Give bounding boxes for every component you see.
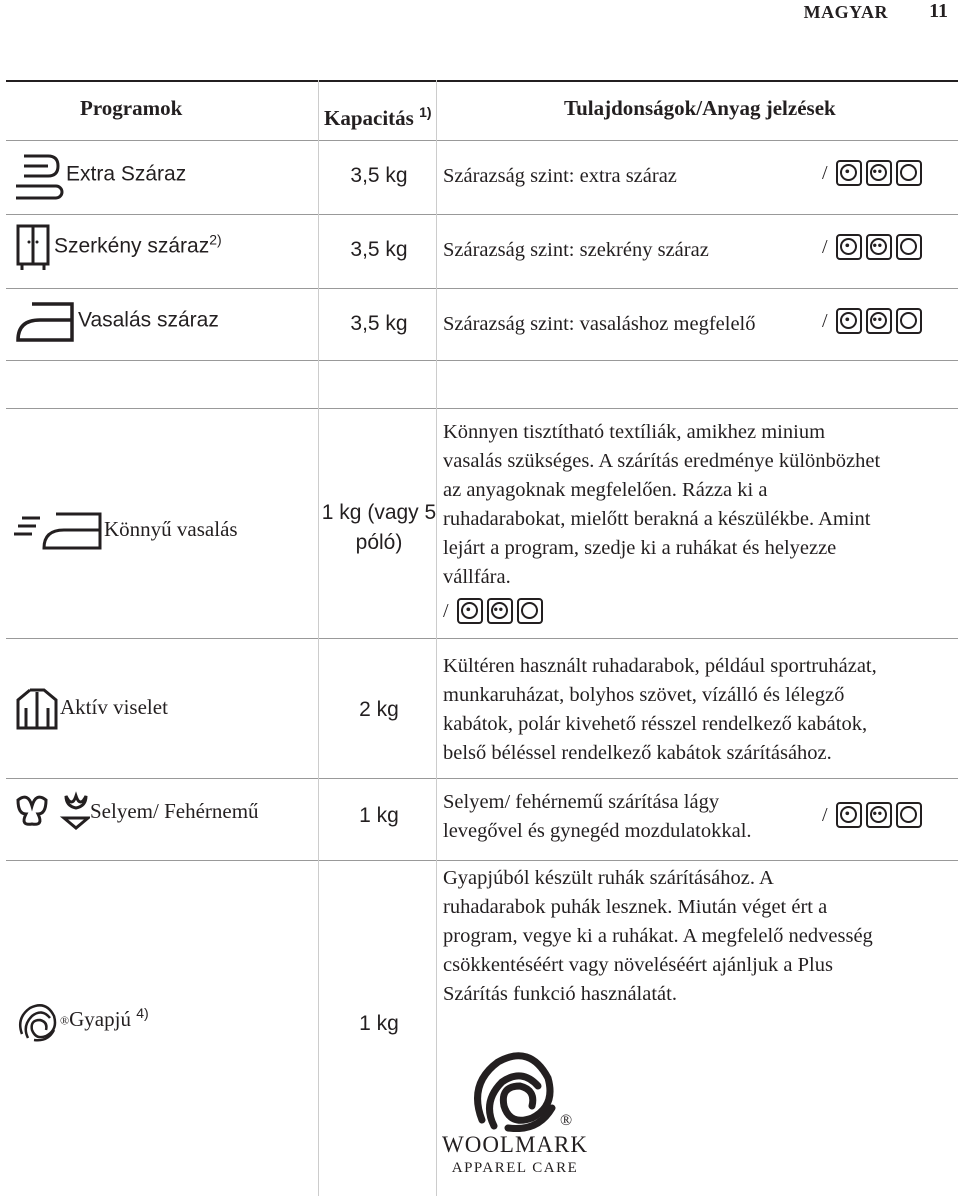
woolmark-title: WOOLMARK: [442, 1132, 588, 1157]
row-rule: [6, 408, 958, 409]
program-wool: ®Gyapjú $^{4)}$: [14, 998, 149, 1044]
dry-two-dots-icon: [866, 308, 892, 334]
program-active-wear: Aktív viselet: [14, 686, 168, 732]
program-iron-dry: Vasalás száraz: [14, 298, 219, 344]
row-rule: [6, 360, 958, 361]
dryness-symbols: /: [443, 598, 543, 624]
properties-silk: Selyem/ fehérnemű szárítása lágy levegővel és gynegéd mozdulatokkal.: [443, 791, 752, 842]
woolmark-icon: [464, 1040, 574, 1132]
program-extra-dry: Extra Száraz: [14, 150, 186, 200]
iron-icon: [14, 298, 78, 344]
dry-two-dots-icon: [487, 598, 513, 624]
dry-empty-icon: [896, 160, 922, 186]
properties-easy-iron: Könnyen tisztítható textíliák, amikhez minium vasalás szükséges. A szárítás eredménye különbözhet az anyagoknak megfelelően. Rázza ki a ruhadarabokat, mielőtt berakná a készülékbe. Amint lejárt a program, szedje ki a ruhákat és helyezze vállfára.: [443, 421, 881, 588]
dry-one-dot-icon: [836, 802, 862, 828]
capacity-iron-dry: 3,5 kg: [350, 312, 408, 335]
dryness-symbols: /: [822, 160, 922, 186]
cupboard-icon: [14, 222, 54, 272]
capacity-silk: 1 kg: [359, 804, 399, 827]
row-rule: [6, 288, 958, 289]
dry-empty-icon: [517, 598, 543, 624]
easy-iron-icon: [14, 508, 104, 554]
dryness-symbols: /: [822, 234, 922, 260]
dry-two-dots-icon: [866, 802, 892, 828]
header-capacity: Kapacitás $^{1)}$: [324, 104, 432, 130]
properties-cupboard-dry: Szárazság szint: szekrény száraz: [443, 239, 709, 261]
dry-empty-icon: [896, 802, 922, 828]
dryness-symbols: /: [822, 802, 922, 828]
table-top-rule: [6, 80, 958, 82]
dry-one-dot-icon: [836, 308, 862, 334]
dry-empty-icon: [896, 234, 922, 260]
extra-dry-icon: [14, 150, 66, 200]
woolmark-logo: [440, 1040, 590, 1190]
wool-icon: [14, 998, 60, 1044]
row-rule: [6, 638, 958, 639]
dry-one-dot-icon: [836, 160, 862, 186]
capacity-extra-dry: 3,5 kg: [350, 164, 408, 187]
dry-two-dots-icon: [866, 234, 892, 260]
properties-iron-dry: Szárazság szint: vasaláshoz megfelelő: [443, 313, 756, 335]
column-divider: [318, 80, 319, 1196]
program-easy-iron: Könnyű vasalás: [14, 508, 238, 554]
header-properties: Tulajdonságok/Anyag jelzések: [564, 96, 836, 120]
woolmark-subtitle: APPAREL CARE: [451, 1160, 579, 1176]
header-programs: Programok: [80, 96, 183, 120]
capacity-wool: 1 kg: [359, 1012, 399, 1035]
dry-two-dots-icon: [866, 160, 892, 186]
jacket-icon: [14, 686, 60, 732]
row-rule: [6, 778, 958, 779]
row-rule: [6, 214, 958, 215]
dry-empty-icon: [896, 308, 922, 334]
program-cupboard-dry: Szerkény száraz$^{2)}$: [14, 222, 222, 272]
language-label: MAGYAR: [803, 2, 888, 22]
capacity-active-wear: 2 kg: [359, 698, 399, 721]
properties-extra-dry: Szárazság szint: extra száraz: [443, 165, 677, 187]
page-number: 11: [929, 0, 948, 22]
dry-one-dot-icon: [457, 598, 483, 624]
row-rule: [6, 860, 958, 861]
silk-icon: [14, 790, 90, 836]
woolmark-registered: ®: [560, 1112, 573, 1129]
header-rule: [6, 140, 958, 141]
dryness-symbols: /: [822, 308, 922, 334]
dry-one-dot-icon: [836, 234, 862, 260]
capacity-easy-iron: 1 kg (vagy 5 póló): [321, 501, 437, 554]
capacity-cupboard-dry: 3,5 kg: [350, 238, 408, 261]
properties-active-wear: Kültéren használt ruhadarabok, például sportruházat, munkaruházat, bolyhos szövet, vízálló és lélegző kabátok, polár kivehető résszel rendelkező kabátok, belső béléssel rendelkező kabátok szárításához.: [443, 655, 877, 764]
properties-wool: Gyapjúból készült ruhák szárításához. A ruhadarabok puhák lesznek. Miután véget ért a program, vegye ki a ruhákat. A megfelelő nedvesség csökkentéséért vagy növeléséért ajánljuk a Plus Szárítás funkció használatát.: [443, 867, 873, 1005]
program-silk: Selyem/ Fehérnemű: [14, 790, 259, 836]
header-capacity-note: 1): [419, 104, 432, 120]
